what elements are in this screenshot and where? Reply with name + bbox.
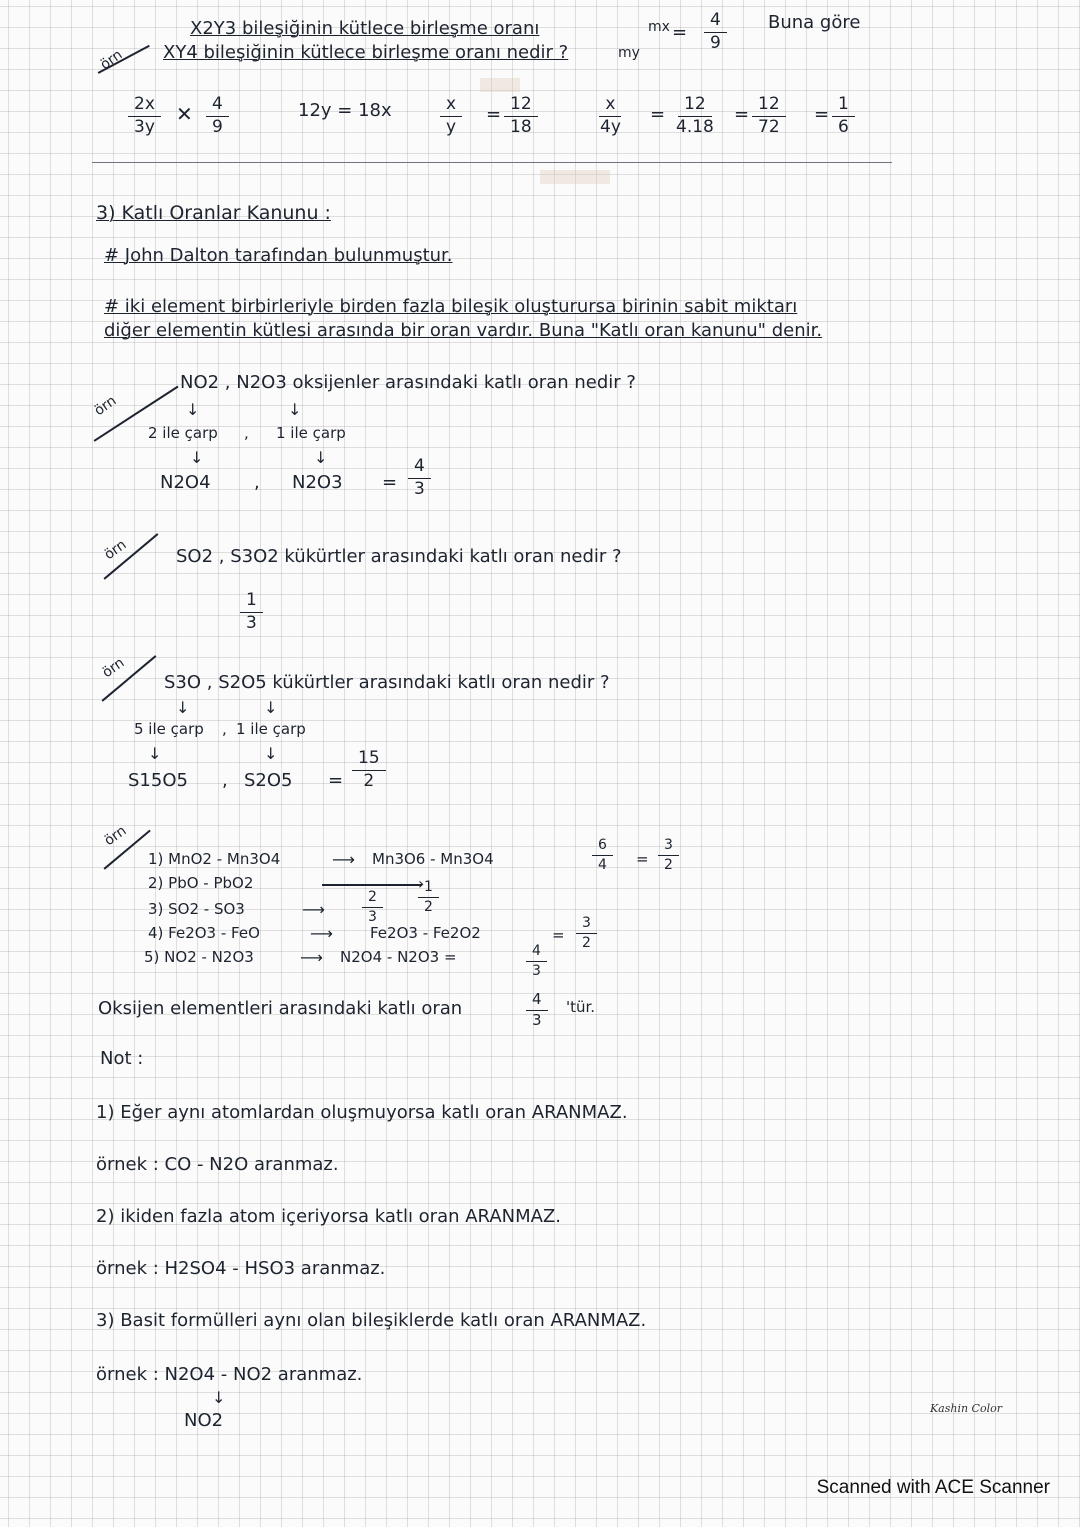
note-3-simple-formula: NO2 bbox=[184, 1410, 224, 1431]
section3-note1: # John Dalton tarafından bulunmuştur. bbox=[104, 245, 453, 266]
ex4-l3-result-num: 2 bbox=[362, 890, 383, 908]
ex4-line1b: Mn3O6 - Mn3O4 bbox=[372, 850, 494, 868]
ex3-result bbox=[352, 750, 386, 791]
note-2-example: örnek : H2SO4 - HSO3 aranmaz. bbox=[96, 1258, 386, 1279]
ex4-l5-result-num: 4 bbox=[526, 944, 547, 962]
section3-def2: diğer elementin kütlesi arasında bir oran vardır. Buna "Katlı oran kanunu" denir. bbox=[104, 320, 823, 341]
q1-r12-72-den: 72 bbox=[758, 116, 780, 137]
section3-def1: # iki element birbirleriyle birden fazla bileşik oluşturursa birinin sabit miktarı bbox=[104, 296, 798, 317]
right-arrow-icon: ⟶ bbox=[300, 948, 323, 967]
ex1-result-num: 4 bbox=[408, 458, 431, 479]
example-label: örn bbox=[97, 46, 126, 74]
q1-xy-num: x bbox=[440, 96, 462, 117]
ex4-l4-result-num: 3 bbox=[576, 916, 597, 934]
q1-r1-6-num: 1 bbox=[832, 96, 855, 117]
q1-calc-a-num: 2x bbox=[128, 96, 161, 117]
ex2-result bbox=[240, 592, 263, 633]
scanner-watermark: Scanned with ACE Scanner bbox=[816, 1477, 1050, 1498]
down-arrow-icon: ↓ bbox=[176, 698, 190, 717]
q1-r12-72 bbox=[752, 96, 786, 137]
ex3-mult2: 1 ile çarp bbox=[236, 720, 306, 738]
cross-multiply-icon: ✕ bbox=[176, 102, 193, 126]
down-arrow-icon: ↓ bbox=[186, 400, 200, 419]
q1-x4y-den: 4y bbox=[600, 116, 621, 137]
ex1-result-den: 3 bbox=[414, 478, 425, 499]
brand-logo: Kashin Color bbox=[929, 1402, 1002, 1415]
q1-r12-418-den: 4.18 bbox=[676, 116, 714, 137]
note-3-example: örnek : N2O4 - NO2 aranmaz. bbox=[96, 1364, 363, 1385]
ex4-l1-frac-den: 4 bbox=[598, 856, 607, 873]
ex4-l5-result bbox=[526, 944, 547, 978]
ex4-line4: 4) Fe2O3 - FeO bbox=[148, 924, 260, 942]
ex4-l3-result-den: 3 bbox=[368, 908, 377, 925]
down-arrow-icon: ↓ bbox=[264, 698, 278, 717]
paper-stain bbox=[540, 170, 610, 184]
ex4-conclusion: Oksijen elementleri arasındaki katlı oran bbox=[98, 998, 463, 1019]
q1-calc-b-num: 4 bbox=[206, 96, 229, 117]
section3-title: 3) Katlı Oranlar Kanunu : bbox=[96, 202, 331, 224]
q1-calc-b-den: 9 bbox=[212, 116, 223, 137]
ex3-result-den: 2 bbox=[363, 770, 375, 791]
down-arrow-icon: ↓ bbox=[264, 744, 278, 763]
ex3-result-num: 15 bbox=[352, 750, 386, 771]
q1-calc-a bbox=[128, 96, 161, 137]
paper-stain bbox=[480, 78, 520, 92]
down-arrow-icon: ↓ bbox=[314, 448, 328, 467]
ex4-conclusion-num: 4 bbox=[526, 992, 548, 1011]
ex2-question: SO2 , S3O2 kükürtler arasındaki katlı oran nedir ? bbox=[176, 546, 622, 567]
arrow-line bbox=[322, 884, 422, 886]
ex4-l5-result-den: 3 bbox=[532, 962, 541, 979]
q1-xy bbox=[440, 96, 462, 137]
ex3-mult1: 5 ile çarp bbox=[134, 720, 204, 738]
ex1-f2: N2O3 bbox=[292, 472, 343, 493]
ex4-l2-result-den: 2 bbox=[424, 898, 433, 915]
down-arrow-icon: ↓ bbox=[288, 400, 302, 419]
q1-r1-6 bbox=[832, 96, 855, 137]
ex3-question: S3O , S2O5 kükürtler arasındaki katlı oran nedir ? bbox=[164, 672, 610, 693]
right-arrow-icon: ⟶ bbox=[310, 924, 333, 943]
ex1-result bbox=[408, 458, 431, 499]
right-arrow-icon: › bbox=[418, 874, 425, 893]
ex4-l1-result-den: 2 bbox=[664, 856, 673, 873]
ex1-mult2: 1 ile çarp bbox=[276, 424, 346, 442]
right-arrow-icon: ⟶ bbox=[332, 850, 355, 869]
ex4-l1-eq: = bbox=[636, 850, 649, 868]
notebook-page: örn X2Y3 bileşiğinin kütlece birleşme oranı mx XY4 bileşiğinin kütlece birleşme oranı nedir ? my = $\frac{4}{9}$ Buna göre $\frac{2x}{3y}$ ✕ $\frac{4}{9}$ 12y = 18x $\frac{x}{y}$ = $\frac{12}{18}$ $\frac{x}{4y}$ = $\frac{12}{4.18}$ = $\frac{12}{72}$ = $\frac{1}{6}$ 3) Katlı Oranlar Kanunu : # John Dalton tarafından bulunmuştur. # iki element birbirleriyle birden fazla bileşik oluşturursa birinin sabit miktarı diğer elementin kütlesi arasında bir oran vardır. Buna "Katlı oran kanunu" denir. örn NO2 , N2O3 oksijenler arasındaki katlı oran nedir ? ↓ ↓ 2 ile çarp , 1 ile çarp ↓ ↓ N2O4 , N2O3 = $\frac{4}{3}$ örn SO2 , S3O2 kükürtler arasındaki katlı oran nedir ? $\frac{1}{3}$ örn S3O , S2O5 kükürtler arasındaki katlı oran nedir ? ↓ ↓ 5 ile çarp , 1 ile çarp ↓ ↓ S15O5 , S2O5 = $\frac{15}{2}$ örn 1) MnO2 - Mn3O4 ⟶ Mn3O6 - Mn3O4 $\frac{6}{4}$ = $\frac{3}{2}$ 2) PbO - PbO2 › $\frac{1}{2}$ 3) SO2 - SO3 ⟶ $\frac{2}{3}$ 4) Fe2O3 - FeO ⟶ Fe2O3 - Fe2O2 = $\frac{3}{2}$ 5) NO2 - N2O3 ⟶ N2O4 - N2O3 = $\frac{4}{3}$ Oksijen elementleri arasındaki katlı oran $\frac{4}{3}$ 'tür. Not : 1) Eğer aynı atomlardan oluşmuyorsa katlı oran ARANMAZ. örnek : CO - N2O aranmaz. 2) ikiden fazla atom içeriyorsa katlı oran ARANMAZ. örnek : H2SO4 - HSO3 aranmaz. 3) Basit formülleri aynı olan bileşiklerde katlı oran ARANMAZ. örnek : N2O4 - NO2 aranmaz. ↓ NO2 Kashin Color Scanned with ACE Scanner bbox=[0, 0, 1080, 1527]
ex1-mult1: 2 ile çarp bbox=[148, 424, 218, 442]
ex1-f1: N2O4 bbox=[160, 472, 211, 493]
ex4-l1-frac bbox=[592, 838, 613, 872]
ex4-line5b: N2O4 - N2O3 = bbox=[340, 948, 457, 966]
ex2-result-num: 1 bbox=[240, 592, 263, 613]
ex4-line3: 3) SO2 - SO3 bbox=[148, 900, 245, 918]
q1-calc-a-den: 3y bbox=[134, 116, 155, 137]
q1-x4y bbox=[594, 96, 627, 137]
note-3: 3) Basit formülleri aynı olan bileşiklerde katlı oran ARANMAZ. bbox=[96, 1310, 647, 1331]
ex4-conclusion-suffix: 'tür. bbox=[566, 998, 596, 1016]
q1-eq-12y: 12y = 18x bbox=[298, 100, 392, 121]
ex2-result-den: 3 bbox=[246, 612, 257, 633]
example-label: örn bbox=[101, 822, 130, 850]
q1-eq: = bbox=[672, 22, 688, 43]
q1-xy-den: y bbox=[446, 116, 457, 137]
ex4-l1-result-num: 3 bbox=[658, 838, 679, 856]
q1-r12-18 bbox=[504, 96, 538, 137]
section-divider bbox=[92, 162, 892, 163]
q1-r12-18-den: 18 bbox=[510, 116, 532, 137]
ex4-l4-result-den: 2 bbox=[582, 934, 591, 951]
q1-ratio-den: 9 bbox=[710, 32, 721, 53]
notes-heading: Not : bbox=[100, 1048, 144, 1069]
ex4-line4b: Fe2O3 - Fe2O2 bbox=[370, 924, 481, 942]
right-arrow-icon: ⟶ bbox=[302, 900, 325, 919]
ex3-f1: S15O5 bbox=[128, 770, 188, 791]
ex4-conclusion-den: 3 bbox=[532, 1010, 542, 1029]
ex4-l1-result bbox=[658, 838, 679, 872]
q1-ratio bbox=[704, 12, 727, 53]
q1-r12-72-num: 12 bbox=[752, 96, 786, 117]
down-arrow-icon: ↓ bbox=[190, 448, 204, 467]
ex4-l1-frac-num: 6 bbox=[592, 838, 613, 856]
down-arrow-icon: ↓ bbox=[148, 744, 162, 763]
ex3-f2: S2O5 bbox=[244, 770, 293, 791]
note-1: 1) Eğer aynı atomlardan oluşmuyorsa katlı oran ARANMAZ. bbox=[96, 1102, 628, 1123]
q1-mx: mx bbox=[648, 19, 670, 35]
q1-r12-418-num: 12 bbox=[678, 96, 712, 117]
ex4-l2-result bbox=[418, 880, 439, 914]
ex4-l4-result bbox=[576, 916, 597, 950]
q1-r1-6-den: 6 bbox=[838, 116, 849, 137]
q1-line2: XY4 bileşiğinin kütlece birleşme oranı nedir ? bbox=[163, 42, 569, 63]
q1-buna-gore: Buna göre bbox=[768, 12, 861, 33]
ex4-l3-result bbox=[362, 890, 383, 924]
example-label: örn bbox=[99, 654, 128, 682]
ex4-line2: 2) PbO - PbO2 bbox=[148, 874, 254, 892]
example-label: örn bbox=[101, 536, 130, 564]
note-2: 2) ikiden fazla atom içeriyorsa katlı oran ARANMAZ. bbox=[96, 1206, 562, 1227]
down-arrow-icon: ↓ bbox=[212, 1388, 226, 1407]
q1-ratio-num: 4 bbox=[704, 12, 727, 33]
ex4-conclusion-frac bbox=[526, 992, 548, 1029]
q1-x4y-num: x bbox=[599, 96, 621, 117]
ex1-question: NO2 , N2O3 oksijenler arasındaki katlı oran nedir ? bbox=[180, 372, 636, 393]
ex4-line5: 5) NO2 - N2O3 bbox=[144, 948, 254, 966]
ex4-l2-result-num: 1 bbox=[418, 880, 439, 898]
q1-line1: X2Y3 bileşiğinin kütlece birleşme oranı bbox=[190, 18, 540, 39]
ex4-line1: 1) MnO2 - Mn3O4 bbox=[148, 850, 281, 868]
ex1-eq: = bbox=[382, 472, 398, 493]
q1-r12-18-num: 12 bbox=[504, 96, 538, 117]
q1-my: my bbox=[618, 45, 640, 61]
ex4-l4-eq: = bbox=[552, 926, 565, 944]
q1-calc-b bbox=[206, 96, 229, 137]
ex3-eq: = bbox=[328, 770, 344, 791]
example-label: örn bbox=[91, 392, 120, 420]
q1-r12-418 bbox=[670, 96, 720, 137]
note-1-example: örnek : CO - N2O aranmaz. bbox=[96, 1154, 339, 1175]
